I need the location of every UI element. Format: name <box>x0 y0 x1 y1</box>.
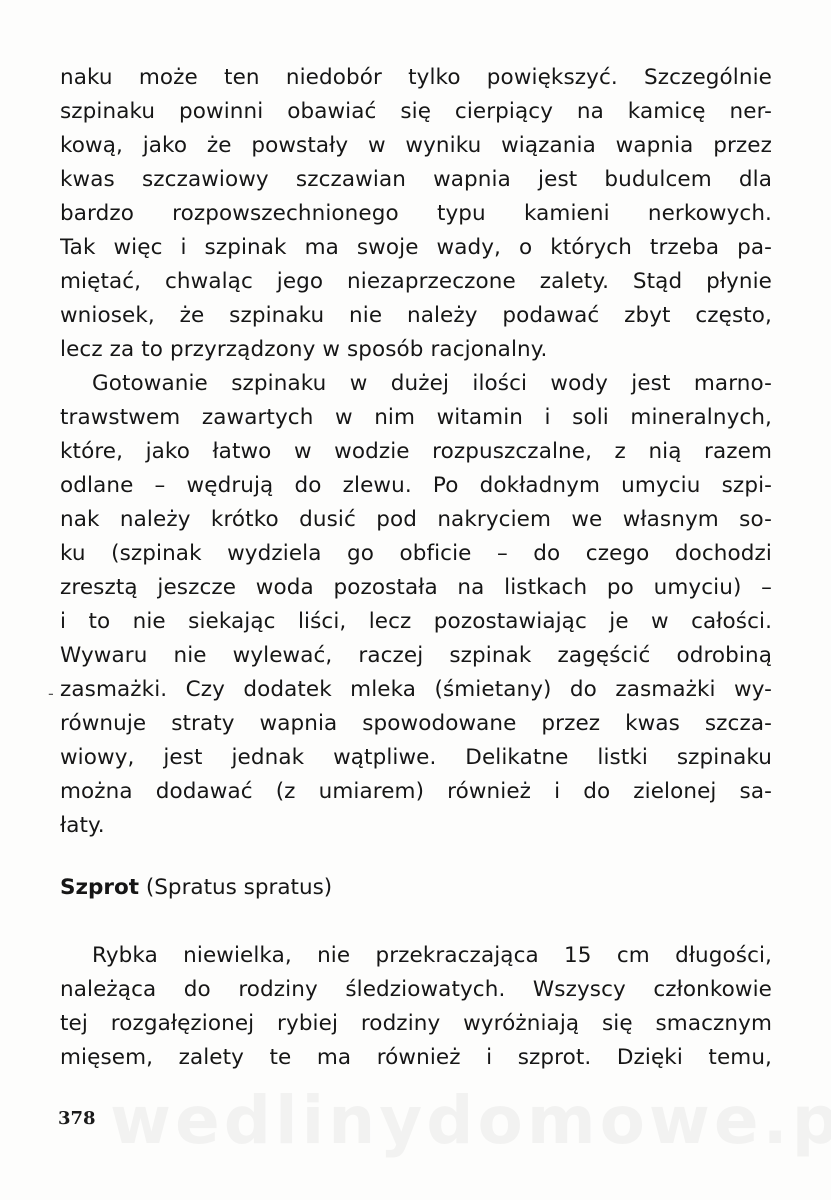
watermark <box>110 1082 831 1159</box>
text-line: ku (szpinak wydziela go obficie – do czego dochodzi <box>60 541 772 566</box>
text-line: mięsem, zalety te ma również i szprot. Dzięki temu, <box>60 1045 772 1070</box>
text-line: Gotowanie szpinaku w dużej ilości wody jest marno- <box>92 371 772 396</box>
text-line: Wywaru nie wylewać, raczej szpinak zagęścić odrobiną <box>60 643 772 668</box>
text-line: można dodawać (z umiarem) również i do zielonej sa- <box>60 779 772 804</box>
text-line: należąca do rodziny śledziowatych. Wszyscy członkowie <box>60 977 772 1002</box>
text-line: Rybka niewielka, nie przekraczająca 15 cm długości, <box>92 943 772 968</box>
text-line: równuje straty wapnia spowodowane przez kwas szcza- <box>60 711 772 736</box>
text-line: trawstwem zawartych w nim witamin i soli mineralnych, <box>60 405 772 430</box>
text-line: nak należy krótko dusić pod nakryciem we własnym so- <box>60 507 772 532</box>
text-line: tej rozgałęzionej rybiej rodziny wyróżniają się smacznym <box>60 1011 772 1036</box>
entry-heading <box>60 872 332 904</box>
entry-term: Szprot <box>60 875 140 900</box>
text-line: Tak więc i szpinak ma swoje wady, o których trzeba pa- <box>60 235 772 260</box>
text-line: i to nie siekając liści, lecz pozostawiając je w całości. <box>60 609 772 634</box>
text-line: lecz za to przyrządzony w sposób racjonalny. <box>60 337 548 362</box>
page-number: 378 <box>58 1108 96 1129</box>
text-line: zresztą jeszcze woda pozostała na listkach po umyciu) – <box>60 575 772 600</box>
text-line: wiowy, jest jednak wątpliwe. Delikatne listki szpinaku <box>60 745 772 770</box>
text-line: kwas szczawiowy szczawian wapnia jest budulcem dla <box>60 167 772 192</box>
text-line: zasmażki. Czy dodatek mleka (śmietany) do zasmażki wy- <box>60 677 772 702</box>
text-line: bardzo rozpowszechnionego typu kamieni nerkowych. <box>60 201 772 226</box>
text-line: naku może ten niedobór tylko powiększyć. Szczególnie <box>60 65 772 90</box>
text-line: kową, jako że powstały w wyniku wiązania wapnia przez <box>60 133 772 158</box>
margin-mark: - <box>48 684 54 703</box>
entry-latin-name: (Spratus spratus) <box>145 875 333 900</box>
text-line: wniosek, że szpinaku nie należy podawać zbyt często, <box>60 303 772 328</box>
text-line: łaty. <box>60 813 105 838</box>
text-line: miętać, chwaląc jego niezaprzeczone zalety. Stąd płynie <box>60 269 772 294</box>
text-line: które, jako łatwo w wodzie rozpuszczalne, z nią razem <box>60 439 772 464</box>
text-line: szpinaku powinni obawiać się cierpiący na kamicę ner- <box>60 99 772 124</box>
text-line: odlane – wędrują do zlewu. Po dokładnym umyciu szpi- <box>60 473 772 498</box>
